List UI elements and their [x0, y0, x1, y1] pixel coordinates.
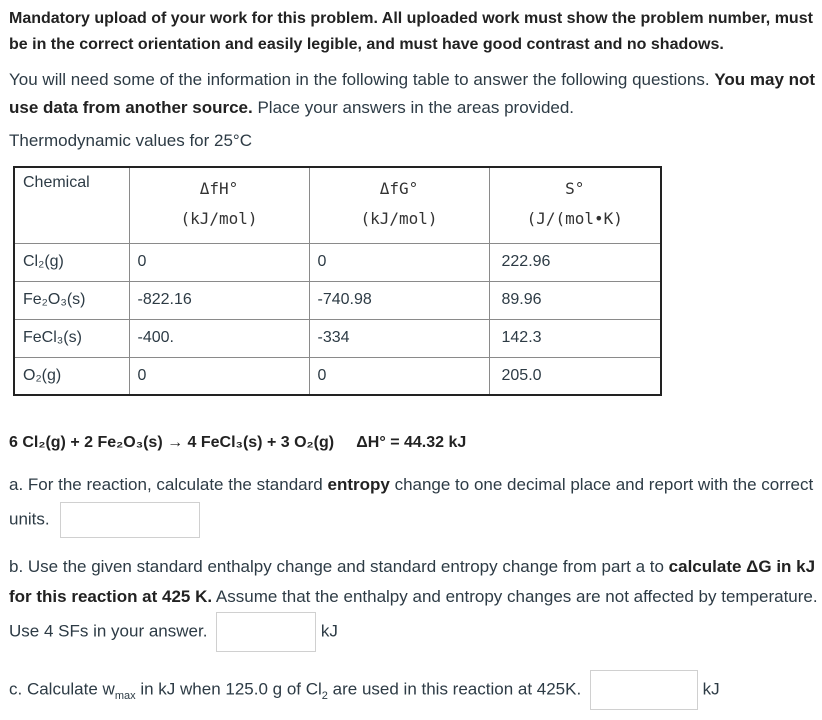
cell-dg: -334: [309, 319, 489, 357]
table-row: [14, 357, 661, 395]
table-row: [14, 281, 661, 319]
cell-dh: -822.16: [129, 281, 309, 319]
instructions: [9, 66, 819, 122]
cell-dg: 0: [309, 243, 489, 281]
cell-chemical: O₂(g): [14, 357, 129, 395]
unit-kj-c: kJ: [702, 679, 720, 699]
table-row: [14, 243, 661, 281]
question-c: c. Calculate $w_{max}$ in kJ when 125.0 g of $Cl_2$ are used in this reaction at 425K. kJ: [9, 670, 819, 710]
cell-dh: 0: [129, 243, 309, 281]
header-dfg: ΔfG° (kJ/mol): [309, 167, 489, 243]
cell-chemical: Cl₂(g): [14, 243, 129, 281]
answer-a-input[interactable]: [60, 502, 200, 538]
cell-dh: 0: [129, 357, 309, 395]
intro-bold: You may not use data from another source.: [9, 70, 816, 117]
table-header-row: [14, 167, 661, 243]
cell-s: 89.96: [489, 281, 661, 319]
question-b: b. Use the given standard enthalpy change and standard entropy change from part a to calculate ΔG in kJ for this reaction at 425 K. Assume that the enthalpy and entropy changes are not affected by temperature. Use 4 SFs in your answer. kJ: [9, 552, 819, 652]
table-row: [14, 319, 661, 357]
cell-dg: -740.98: [309, 281, 489, 319]
answer-b-input[interactable]: [216, 612, 316, 652]
cell-chemical: FeCl₃(s): [14, 319, 129, 357]
cell-dg: 0: [309, 357, 489, 395]
question-a: a. For the reaction, calculate the standard entropy change to one decimal place and report with the correct units.: [9, 468, 819, 538]
table-caption: Thermodynamic values for 25°C: [9, 131, 253, 150]
header-chemical: Chemical: [14, 167, 129, 243]
cell-chemical: Fe₂O₃(s): [14, 281, 129, 319]
cell-dh: -400.: [129, 319, 309, 357]
cell-s: 142.3: [489, 319, 661, 357]
answer-c-input[interactable]: [590, 670, 698, 710]
intro-text-2: Place your answers in the areas provided.: [257, 98, 575, 117]
cell-s: 205.0: [489, 357, 661, 395]
mandatory-upload-notice: Mandatory upload of your work for this problem. All uploaded work must show the problem number, must be in the correct orientation and easily legible, and must have good contrast and no shadows.: [9, 10, 813, 53]
header-entropy: S° (J/(mol•K): [489, 167, 661, 243]
cell-s: 222.96: [489, 243, 661, 281]
header-dfh: ΔfH° (kJ/mol): [129, 167, 309, 243]
reaction-equation: 6 Cl₂(g) + 2 Fe₂O₃(s) → 4 FeCl₃(s) + 3 O₂(g) ΔH° = 44.32 kJ: [9, 434, 467, 451]
thermo-table: [13, 166, 662, 396]
unit-kj-b: kJ: [320, 621, 338, 641]
intro-text-1: You will need some of the information in the following table to answer the following questions.: [9, 70, 710, 89]
